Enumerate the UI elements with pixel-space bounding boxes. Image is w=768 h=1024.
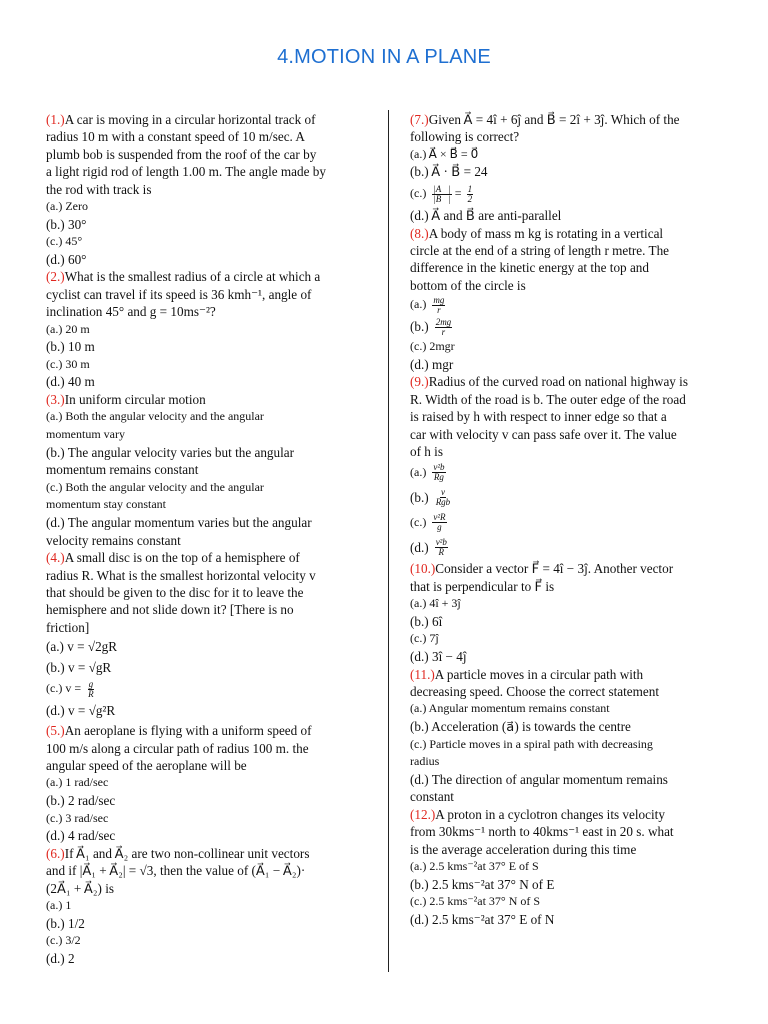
question-4 bbox=[46, 549, 366, 722]
option-d: (d.) 2.5 kms⁻²at 37° E of N bbox=[410, 912, 555, 927]
option-d: (d.) A⃗ and B⃗ are anti-parallel bbox=[410, 208, 562, 223]
question-3 bbox=[46, 391, 366, 549]
numerator: v²R bbox=[433, 512, 446, 523]
question-text: difference in the kinetic energy at the top and bbox=[410, 260, 649, 276]
option-a bbox=[410, 460, 735, 485]
option-b: (b.) 2 rad/sec bbox=[46, 793, 116, 808]
question-number: (7.) bbox=[410, 112, 429, 127]
option-c: (c.) Particle moves in a spiral path with decreasing bbox=[410, 736, 653, 751]
option-b bbox=[410, 485, 735, 510]
question-number: (2.) bbox=[46, 269, 65, 285]
question-text: is the average acceleration during this time bbox=[410, 841, 637, 857]
option-b: (b.) Acceleration (a⃗) is towards the centre bbox=[410, 719, 631, 735]
option-d: (d.) 4 rad/sec bbox=[46, 828, 116, 844]
column-divider bbox=[388, 110, 389, 972]
question-text: hemisphere and not slide down it? [There is no bbox=[46, 602, 294, 618]
option-d: (d.) mgr bbox=[410, 356, 454, 372]
question-text: Radius of the curved road on national highway is bbox=[428, 374, 688, 390]
option-label: (d.) bbox=[410, 540, 429, 556]
option-label: (a.) bbox=[410, 297, 427, 312]
option-a: (a.) 20 m bbox=[46, 321, 90, 336]
fraction bbox=[435, 538, 448, 557]
option-b: (b.) 10 m bbox=[46, 339, 95, 355]
option-c bbox=[46, 678, 366, 700]
question-text: cyclist can travel if its speed is 36 kmh⁻¹, angle of bbox=[46, 286, 312, 302]
option-b: (b.) 30° bbox=[46, 216, 87, 232]
question-text: (2A⃗₁ + A⃗₂) is bbox=[46, 880, 115, 896]
option-c: (c.) 2.5 kms⁻²at 37° N of S bbox=[410, 894, 541, 909]
question-number: (9.) bbox=[410, 374, 429, 390]
question-11 bbox=[410, 666, 735, 806]
question-text: R. Width of the road is b. The outer edge of the road bbox=[410, 391, 686, 407]
option-d-cont: velocity remains constant bbox=[46, 532, 181, 548]
option-c: (c.) 45° bbox=[46, 234, 83, 249]
option-a: (a.) 1 bbox=[46, 898, 72, 912]
question-text: friction] bbox=[46, 619, 90, 635]
numerator: mg bbox=[433, 294, 445, 305]
option-d: (d.) 2 bbox=[46, 950, 75, 966]
option-b-cont: momentum remains constant bbox=[46, 462, 199, 478]
option-c: (c.) 3/2 bbox=[46, 933, 81, 948]
question-number: (10.) bbox=[410, 561, 436, 577]
fraction bbox=[435, 488, 452, 507]
question-text: the rod with track is bbox=[46, 181, 152, 197]
numerator: v²b bbox=[433, 462, 445, 473]
fraction bbox=[432, 513, 446, 532]
option-b: (b.) A⃗ · B⃗ = 24 bbox=[410, 164, 488, 180]
option-d: (d.) 60° bbox=[46, 251, 87, 267]
question-text: from 30kms⁻¹ north to 40kms⁻¹ east in 20 s. what bbox=[410, 824, 674, 840]
option-a: (a.) 1 rad/sec bbox=[46, 775, 109, 790]
question-number: (3.) bbox=[46, 392, 65, 407]
option-c: (c.) Both the angular velocity and the angular bbox=[46, 479, 264, 494]
option-a bbox=[410, 294, 735, 316]
denominator: 2 bbox=[467, 193, 473, 204]
option-c: (c.) 7ĵ bbox=[410, 631, 439, 646]
option-label: (a.) bbox=[410, 465, 427, 480]
fraction bbox=[467, 185, 474, 204]
fraction bbox=[432, 296, 445, 315]
question-number: (6.) bbox=[46, 845, 65, 861]
question-9 bbox=[410, 373, 735, 560]
question-text: A proton in a cyclotron changes its velocity bbox=[435, 807, 665, 822]
question-6 bbox=[46, 845, 366, 968]
question-number: (1.) bbox=[46, 112, 65, 127]
denominator: |B⃗| bbox=[433, 193, 451, 204]
question-text: radius R. What is the smallest horizontal velocity v bbox=[46, 567, 316, 583]
question-text: car with velocity v can pass safe over it. The value bbox=[410, 426, 677, 442]
denominator: R bbox=[438, 547, 445, 558]
question-8 bbox=[410, 225, 735, 374]
fraction bbox=[87, 680, 95, 699]
question-number: (8.) bbox=[410, 225, 429, 241]
question-text: circle at the end of a string of length r metre. The bbox=[410, 243, 670, 258]
question-5 bbox=[46, 722, 366, 845]
option-d: (d.) The angular momentum varies but the angular bbox=[46, 514, 312, 530]
option-d: (d.) v = √g²R bbox=[46, 703, 116, 719]
option-d: (d.) The direction of angular momentum remains bbox=[410, 771, 668, 787]
denominator: r bbox=[441, 326, 446, 337]
option-a-cont: momentum vary bbox=[46, 427, 125, 441]
question-text: A body of mass m kg is rotating in a vertical bbox=[428, 225, 664, 241]
option-c: (c.) 3 rad/sec bbox=[46, 810, 109, 825]
question-number: (11.) bbox=[410, 666, 435, 682]
numerator: v bbox=[440, 487, 445, 498]
question-text: and if |A⃗₁ + A⃗₂| = √3, then the value of (A⃗₁ − A⃗₂)· bbox=[46, 863, 306, 879]
question-text: A car is moving in a circular horizontal track of bbox=[64, 112, 316, 127]
question-text: inclination 45° and g = 10ms⁻²? bbox=[46, 304, 216, 320]
question-text: decreasing speed. Choose the correct statement bbox=[410, 684, 659, 700]
numerator: |A⃗| bbox=[433, 183, 451, 194]
fraction bbox=[432, 185, 451, 204]
option-d: (d.) 40 m bbox=[46, 374, 95, 390]
question-7 bbox=[410, 111, 735, 225]
question-text: Consider a vector F⃗ = 4î − 3ĵ. Another vector bbox=[435, 561, 674, 577]
numerator: 2mg bbox=[435, 316, 452, 327]
option-a: (a.) Angular momentum remains constant bbox=[410, 701, 610, 716]
question-text: is raised by h with respect to inner edge so that a bbox=[410, 409, 667, 425]
question-2 bbox=[46, 268, 366, 391]
numerator: 1 bbox=[467, 183, 473, 194]
question-text: following is correct? bbox=[410, 129, 520, 145]
question-text: What is the smallest radius of a circle at which a bbox=[64, 269, 321, 285]
option-a: (a.) 4î + 3ĵ bbox=[410, 596, 461, 611]
option-c-cont: momentum stay constant bbox=[46, 497, 166, 512]
option-c bbox=[410, 510, 735, 535]
option-a: (a.) Zero bbox=[46, 199, 88, 214]
option-a: (a.) v = √2gR bbox=[46, 639, 118, 655]
option-c bbox=[410, 181, 735, 207]
question-text: In uniform circular motion bbox=[64, 392, 206, 407]
equals-sign: = bbox=[454, 186, 462, 201]
option-b: (b.) v = √gR bbox=[46, 660, 112, 676]
question-1 bbox=[46, 111, 366, 268]
option-b: (b.) 1/2 bbox=[46, 915, 85, 931]
question-number: (4.) bbox=[46, 550, 65, 566]
option-c: (c.) 30 m bbox=[46, 356, 90, 371]
question-text: A small disc is on the top of a hemisphere of bbox=[64, 550, 300, 566]
denominator: Rg bbox=[433, 472, 444, 483]
page-title: 4.MOTION IN A PLANE bbox=[277, 46, 491, 68]
numerator: g bbox=[88, 678, 94, 689]
option-label: (c.) bbox=[410, 515, 427, 530]
denominator: R bbox=[88, 688, 94, 699]
question-number: (5.) bbox=[46, 723, 65, 739]
option-a: (a.) 2.5 kms⁻²at 37° E of S bbox=[410, 859, 539, 874]
option-label: (b.) bbox=[410, 490, 429, 506]
question-text: If A⃗₁ and A⃗₂ are two non-collinear unit vectors bbox=[64, 845, 310, 861]
denominator: g bbox=[437, 522, 442, 533]
option-d bbox=[410, 535, 735, 560]
option-c-cont: radius bbox=[410, 754, 440, 769]
denominator: Rgb bbox=[435, 497, 451, 508]
question-text: that is perpendicular to F⃗ is bbox=[410, 578, 555, 594]
question-text: of h is bbox=[410, 444, 443, 460]
question-text: that should be given to the disc for it to leave the bbox=[46, 584, 304, 600]
option-b: (b.) 2.5 kms⁻²at 37° N of E bbox=[410, 876, 555, 892]
left-column bbox=[46, 111, 366, 967]
question-text: plumb bob is suspended from the roof of the car by bbox=[46, 146, 317, 162]
right-column bbox=[410, 111, 735, 929]
question-text: a light rigid rod of length 1.00 m. The angle made by bbox=[46, 164, 326, 180]
fraction bbox=[432, 463, 445, 482]
question-text: angular speed of the aeroplane will be bbox=[46, 758, 247, 773]
option-d: (d.) 3î − 4ĵ bbox=[410, 649, 467, 665]
option-b: (b.) 6î bbox=[410, 613, 443, 629]
option-label: (c.) bbox=[410, 186, 427, 201]
option-c: (c.) 2mgr bbox=[410, 339, 455, 354]
option-label: (b.) bbox=[410, 319, 429, 335]
question-text: 100 m/s along a circular path of radius 100 m. the bbox=[46, 740, 309, 756]
question-text: A particle moves in a circular path with bbox=[434, 666, 644, 682]
fraction bbox=[435, 318, 453, 337]
option-d-cont: constant bbox=[410, 789, 454, 805]
question-text: An aeroplane is flying with a uniform speed of bbox=[64, 723, 312, 739]
option-a: (a.) Both the angular velocity and the angular bbox=[46, 409, 264, 424]
denominator: r bbox=[437, 304, 441, 315]
option-a: (a.) A⃗ × B⃗ = 0⃗ bbox=[410, 146, 479, 161]
question-text: Given A⃗ = 4î + 6ĵ and B⃗ = 2î + 3ĵ. Which of the bbox=[428, 112, 680, 127]
question-12 bbox=[410, 806, 735, 929]
question-text: bottom of the circle is bbox=[410, 277, 526, 293]
question-text: radius 10 m with a constant speed of 10 m/sec. A bbox=[46, 129, 305, 145]
question-10 bbox=[410, 560, 735, 665]
option-b: (b.) The angular velocity varies but the angular bbox=[46, 444, 295, 460]
option-label: (c.) v = bbox=[46, 681, 82, 696]
question-number: (12.) bbox=[410, 807, 436, 822]
numerator: v²b bbox=[435, 537, 447, 548]
option-b bbox=[410, 316, 735, 338]
